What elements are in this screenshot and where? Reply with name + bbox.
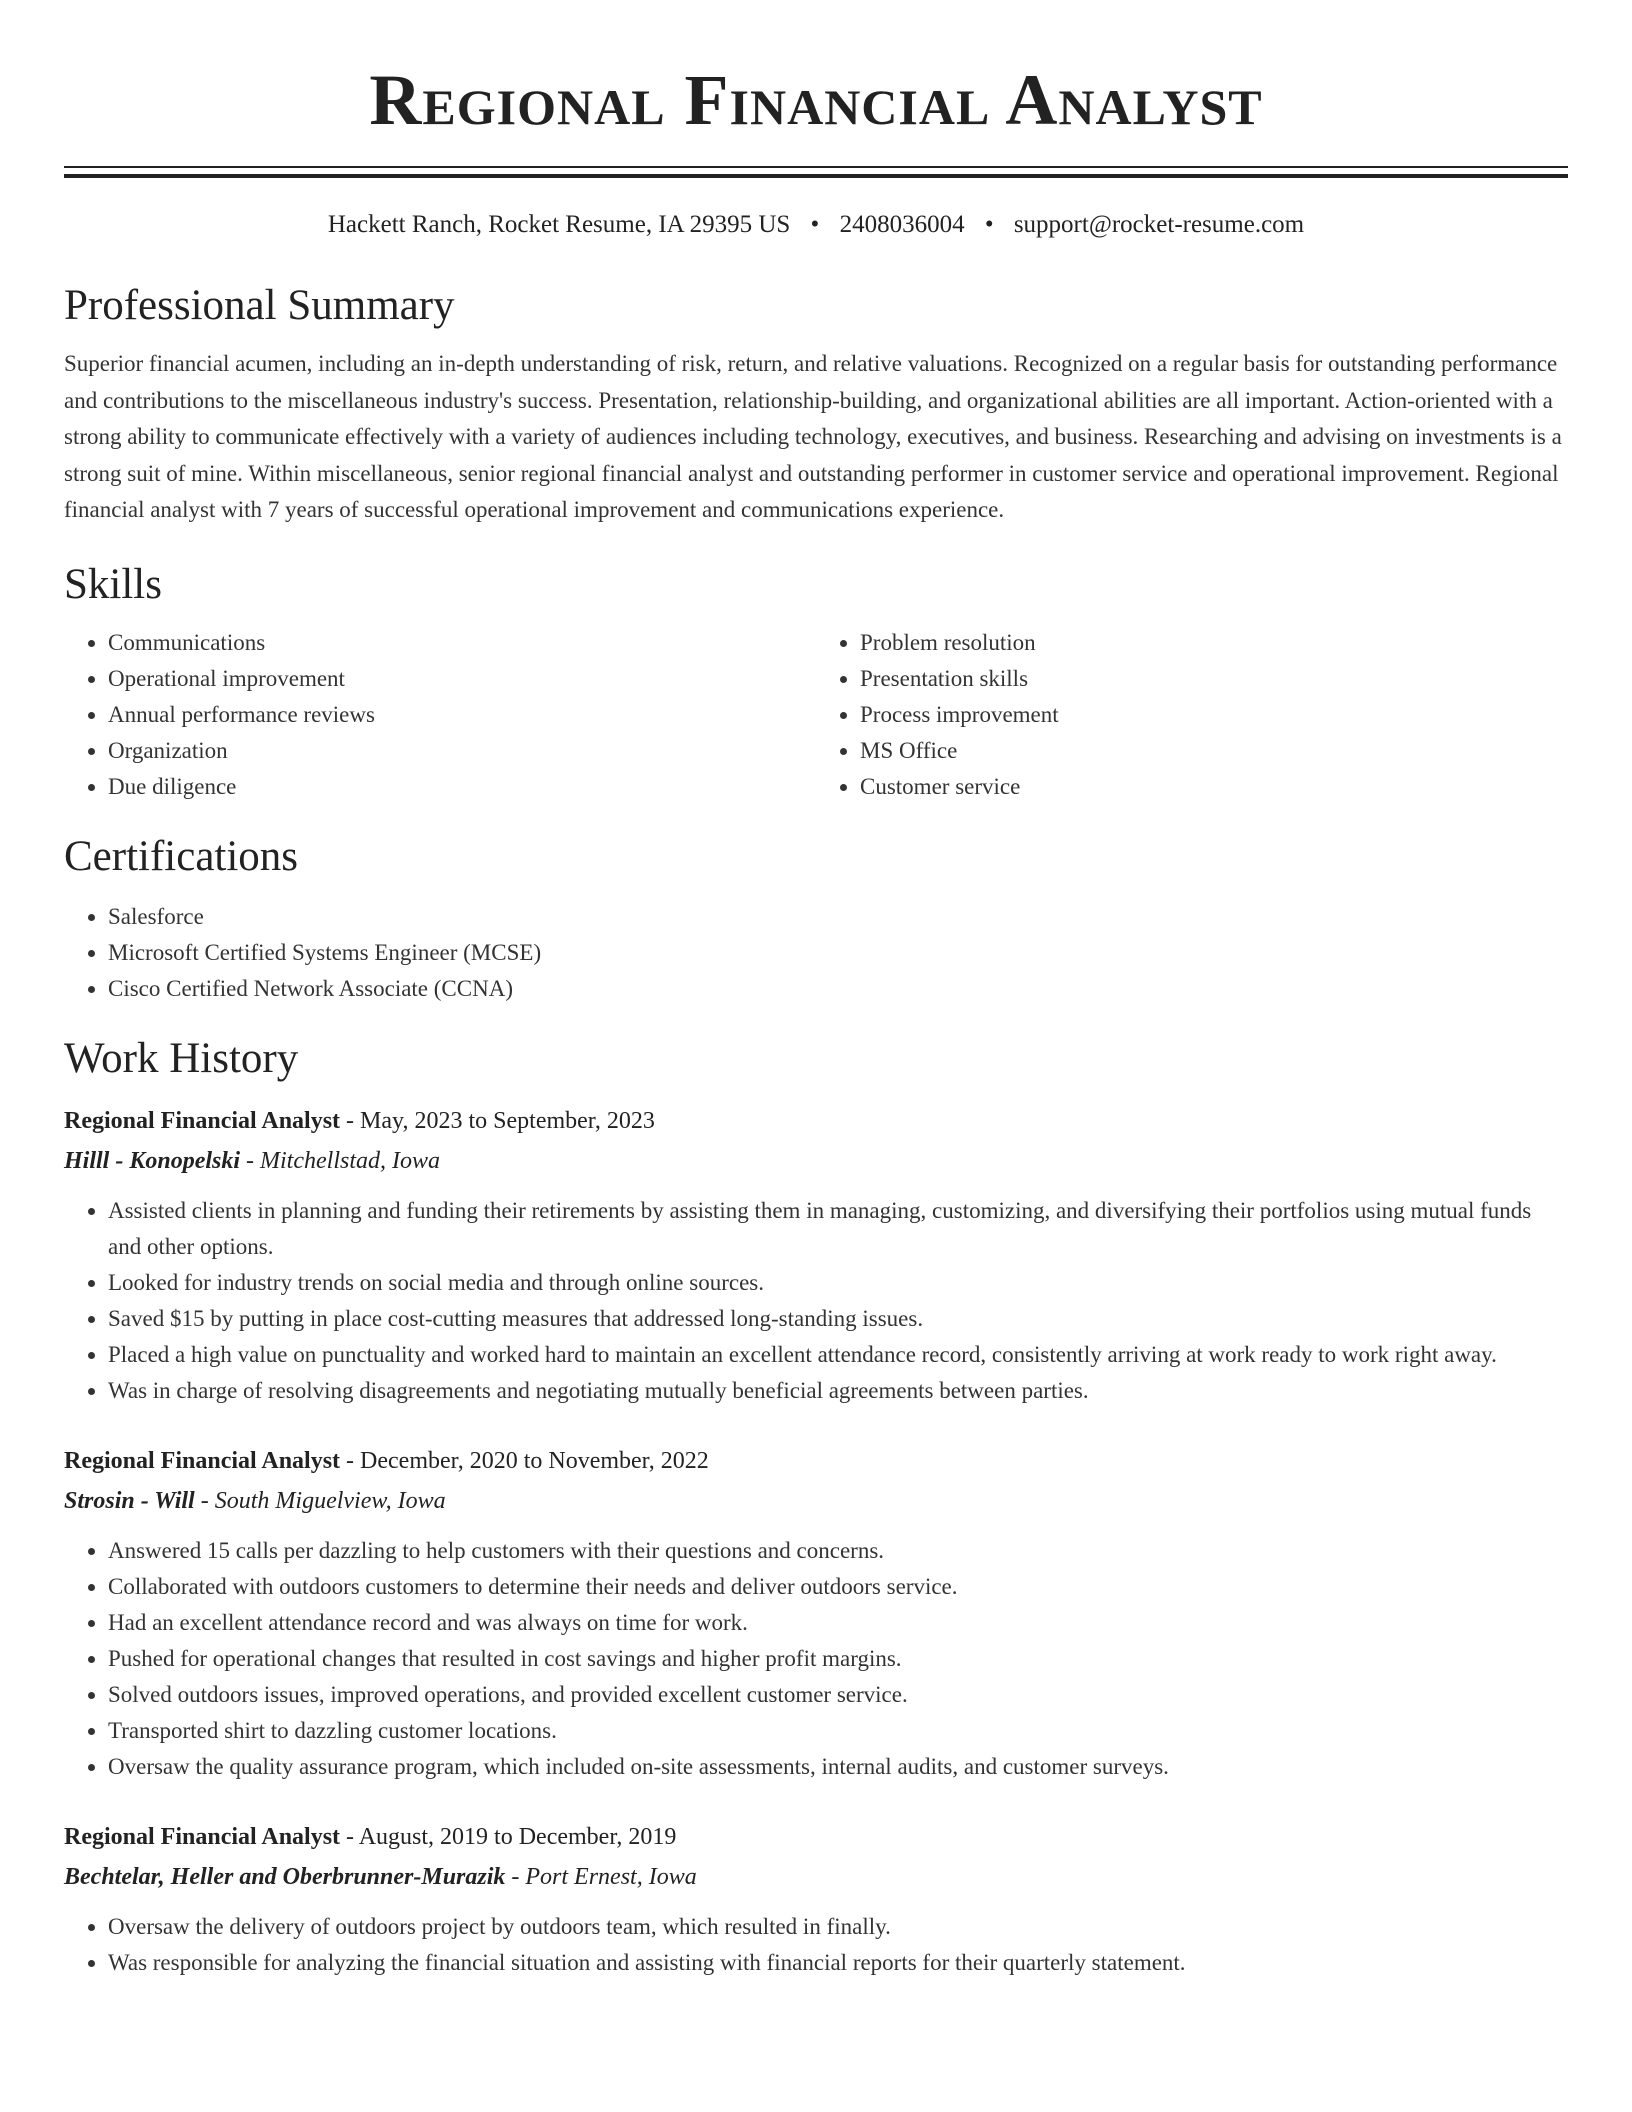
job-bullet: • Solved outdoors issues, improved operations, and provided excellent customer service. [108, 1677, 1568, 1713]
job-bullet: • Collaborated with outdoors customers to determine their needs and deliver outdoors service. [108, 1569, 1568, 1605]
certification-item: • Salesforce [108, 899, 1568, 935]
job-bullet: • Oversaw the delivery of outdoors project by outdoors team, which resulted in finally. [108, 1909, 1568, 1945]
job-bullet: • Was in charge of resolving disagreements and negotiating mutually beneficial agreements between parties. [108, 1373, 1568, 1409]
contact-line [64, 208, 1568, 242]
skill-item: • Due diligence [108, 769, 816, 805]
job-bullet: • Pushed for operational changes that resulted in cost savings and higher profit margins. [108, 1641, 1568, 1677]
title-divider-thick [64, 174, 1568, 178]
skill-item: • Communications [108, 625, 816, 661]
skills-column-left [64, 625, 816, 805]
job-role: Regional Financial Analyst [64, 1447, 341, 1474]
job-bullet: • Oversaw the quality assurance program, which included on-site assessments, internal audits, and customer surveys. [108, 1749, 1568, 1785]
job-entry [64, 1101, 1568, 1409]
title-divider-thin [64, 166, 1568, 168]
job-location: Mitchellstad, Iowa [260, 1147, 440, 1174]
contact-separator: • [984, 211, 994, 238]
contact-email: support@rocket-resume.com [1013, 211, 1305, 238]
job-entry [64, 1817, 1568, 1981]
job-role-line: Regional Financial Analyst - May, 2023 to September, 2023 [64, 1107, 655, 1134]
job-bullet: • Transported shirt to dazzling customer locations. [108, 1713, 1568, 1749]
skill-item: • Process improvement [860, 697, 1568, 733]
job-company: Strosin - Will [64, 1487, 195, 1514]
certification-item: • Cisco Certified Network Associate (CCNA) [108, 971, 1568, 1007]
summary-text: Superior financial acumen, including an in-depth understanding of risk, return, and relative valuations. Recognized on a regular basis for outstanding performance and contributions to the miscellaneous industry's success. Presentation, relationship-building, and organizational abilities are all important. Action-oriented with a strong ability to communicate effectively with a variety of audiences including technology, executives, and business. Researching and advising on investments is a strong suit of mine. Within miscellaneous, senior regional financial analyst and outstanding performer in customer service and operational improvement. Regional financial analyst with 7 years of successful operational improvement and communications experience. [64, 351, 1562, 522]
job-bullet: • Placed a high value on punctuality and worked hard to maintain an excellent attendance record, consistently arriving at work ready to work right away. [108, 1337, 1568, 1373]
contact-phone: 2408036004 [839, 211, 965, 238]
job-company-line: Bechtelar, Heller and Oberbrunner-Murazik - Port Ernest, Iowa [64, 1863, 697, 1890]
skills-list [64, 625, 1568, 805]
job-bullet: • Assisted clients in planning and funding their retirements by assisting them in managing, customizing, and diversifying their portfolios using mutual funds and other options. [108, 1193, 1568, 1265]
summary-heading: Professional Summary [64, 282, 455, 329]
certification-item: • Microsoft Certified Systems Engineer (MCSE) [108, 935, 1568, 971]
contact-address: Hackett Ranch, Rocket Resume, IA 29395 US [327, 211, 791, 238]
job-dates: May, 2023 to September, 2023 [360, 1107, 655, 1134]
job-company-line: Hilll - Konopelski - Mitchellstad, Iowa [64, 1147, 440, 1174]
skill-item: • Customer service [860, 769, 1568, 805]
job-role-line: Regional Financial Analyst - December, 2020 to November, 2022 [64, 1447, 709, 1474]
job-company: Bechtelar, Heller and Oberbrunner-Murazik [64, 1863, 506, 1890]
resume-title: Regional Financial Analyst [369, 60, 1263, 140]
job-dates: December, 2020 to November, 2022 [360, 1447, 709, 1474]
job-bullets [64, 1533, 1568, 1785]
job-bullets [64, 1193, 1568, 1409]
job-bullet: • Was responsible for analyzing the financial situation and assisting with financial reports for their quarterly statement. [108, 1945, 1568, 1981]
skill-item: • Problem resolution [860, 625, 1568, 661]
skills-heading: Skills [64, 560, 162, 608]
job-company: Hilll - Konopelski [64, 1147, 241, 1174]
contact-separator: • [810, 211, 820, 238]
job-bullet: • Had an excellent attendance record and was always on time for work. [108, 1605, 1568, 1641]
job-role-line: Regional Financial Analyst - August, 2019 to December, 2019 [64, 1823, 677, 1850]
skill-item: • MS Office [860, 733, 1568, 769]
skill-item: • Organization [108, 733, 816, 769]
job-bullet: • Saved $15 by putting in place cost-cutting measures that addressed long-standing issues. [108, 1301, 1568, 1337]
job-company-line: Strosin - Will - South Miguelview, Iowa [64, 1487, 446, 1514]
certifications-heading: Certifications [64, 832, 299, 880]
certifications-list [64, 899, 1568, 1007]
skill-item: • Presentation skills [860, 661, 1568, 697]
work-history-heading: Work History [64, 1034, 299, 1082]
job-dates: August, 2019 to December, 2019 [358, 1823, 677, 1850]
job-location: South Miguelview, Iowa [214, 1487, 446, 1514]
job-entry [64, 1441, 1568, 1785]
skill-item: • Annual performance reviews [108, 697, 816, 733]
job-role: Regional Financial Analyst [64, 1823, 341, 1850]
skill-item: • Operational improvement [108, 661, 816, 697]
job-bullet: • Looked for industry trends on social media and through online sources. [108, 1265, 1568, 1301]
job-bullets [64, 1909, 1568, 1981]
job-location: Port Ernest, Iowa [525, 1863, 697, 1890]
job-bullet: • Answered 15 calls per dazzling to help customers with their questions and concerns. [108, 1533, 1568, 1569]
skills-column-right [816, 625, 1568, 805]
job-role: Regional Financial Analyst [64, 1107, 341, 1134]
